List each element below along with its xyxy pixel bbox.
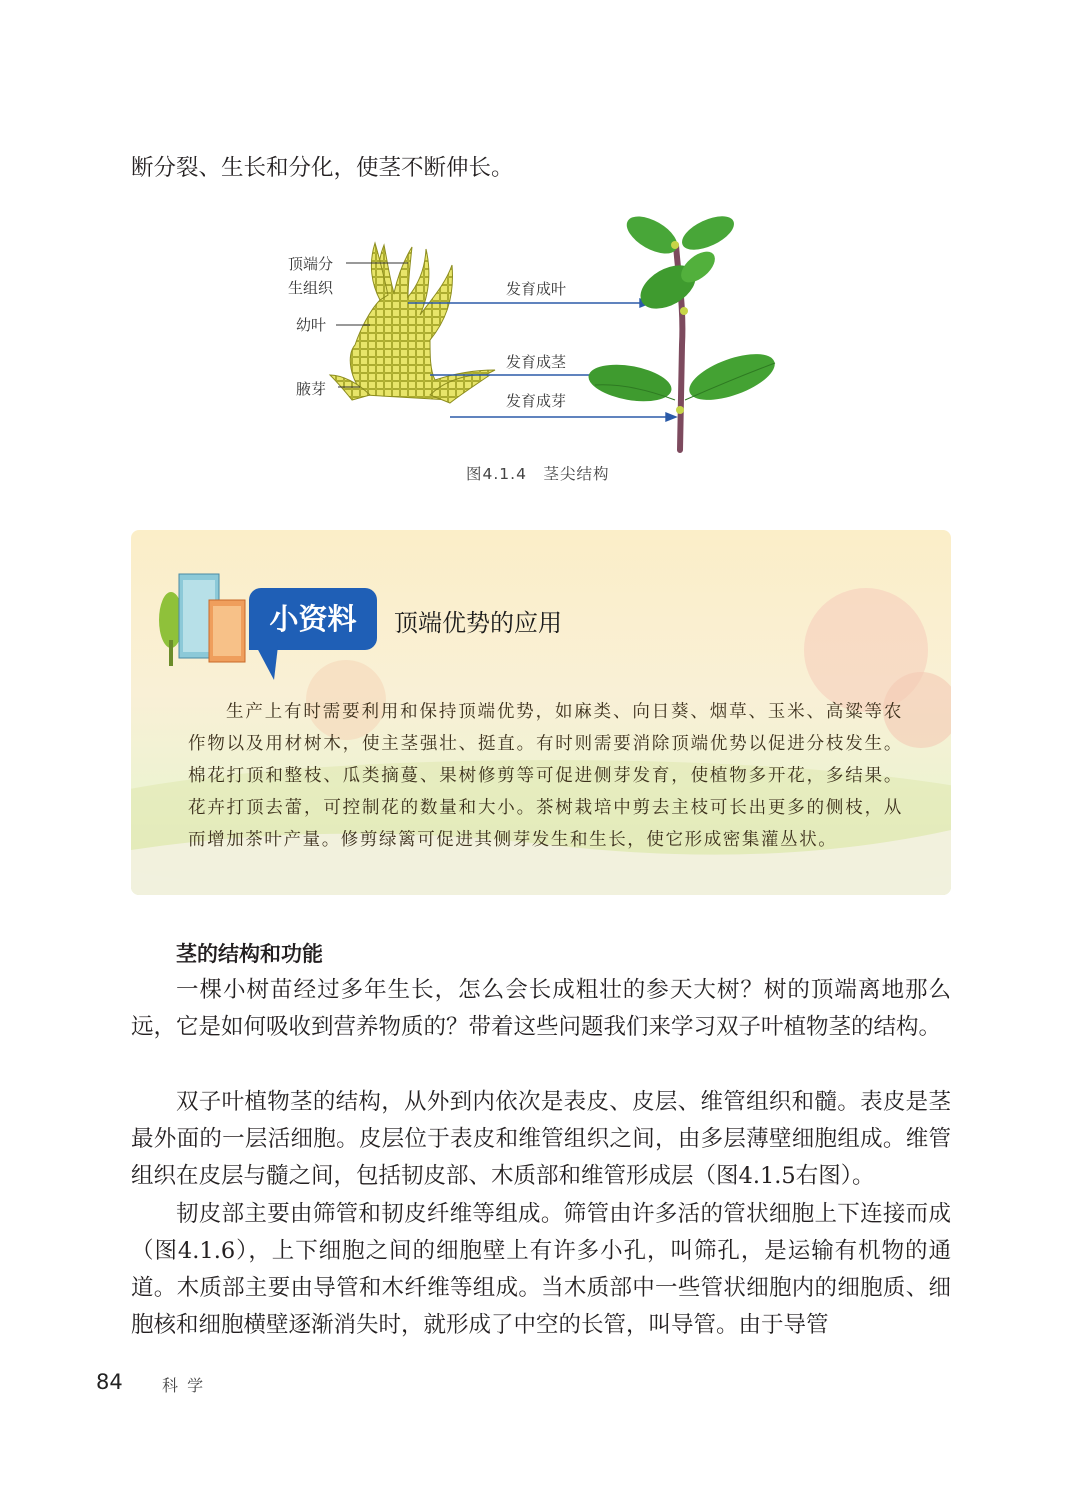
stem-tip-diagram <box>280 205 800 455</box>
top-line: 断分裂、生长和分化，使茎不断伸长。 <box>131 155 514 181</box>
label-apical-meristem-1: 顶端分 <box>288 255 334 273</box>
book-icon <box>159 574 245 666</box>
paragraph-2: 双子叶植物茎的结构，从外到内依次是表皮、皮层、维管组织和髓。表皮是茎最外面的一层活细胞。皮层位于表皮和维管组织之间，由多层薄壁细胞组成。维管组织在皮层与髓之间，包括韧皮部、木质部和维管形成层（图4.1.5右图）。 <box>131 1089 951 1189</box>
stem-tip-tissue <box>330 243 495 403</box>
callout-badge <box>249 588 377 650</box>
label-young-leaf: 幼叶 <box>296 316 327 334</box>
callout-badge-label: 小资料 <box>269 602 357 636</box>
callout-title: 顶端优势的应用 <box>394 609 562 637</box>
label-to-bud: 发育成芽 <box>506 392 567 410</box>
label-to-leaf: 发育成叶 <box>506 280 567 298</box>
seedling-illustration <box>586 209 781 450</box>
figure-caption: 图4.1.4 茎尖结构 <box>466 465 610 483</box>
badge-tail <box>256 646 286 686</box>
figure-stem-tip <box>280 205 800 455</box>
label-to-stem: 发育成茎 <box>506 353 567 371</box>
paragraph-1: 一棵小树苗经过多年生长，怎么会长成粗壮的参天大树？树的顶端离地那么远，它是如何吸收到营养物质的？带着这些问题我们来学习双子叶植物茎的结构。 <box>131 977 951 1040</box>
section-heading: 茎的结构和功能 <box>176 942 323 966</box>
label-axillary-bud: 腋芽 <box>296 380 327 398</box>
callout-body-text: 生产上有时需要利用和保持顶端优势，如麻类、向日葵、烟草、玉米、高粱等农作物以及用材树木，使主茎强壮、挺直。有时则需要消除顶端优势以促进分枝发生。棉花打顶和整枝、瓜类摘蔓、果树修剪等可促进侧芽发育，使植物多开花，多结果。花卉打顶去蕾，可控制花的数量和大小。茶树栽培中剪去主枝可长出更多的侧枝，从而增加茶叶产量。修剪绿篱可促进其侧芽发生和生长，使它形成密集灌丛状。 <box>188 702 903 850</box>
page-number: 84 <box>96 1370 123 1394</box>
label-apical-meristem-2: 生组织 <box>288 279 334 297</box>
paragraph-3: 韧皮部主要由筛管和韧皮纤维等组成。筛管由许多活的管状细胞上下连接而成（图4.1.6），上下细胞之间的细胞壁上有许多小孔，叫筛孔，是运输有机物的通道。木质部主要由导管和木纤维等组成。当木质部中一些管状细胞内的细胞质、细胞核和细胞横壁逐渐消失时，就形成了中空的长管，叫导管。由于导管 <box>131 1201 951 1338</box>
footer-subject: 科 学 <box>162 1376 206 1395</box>
